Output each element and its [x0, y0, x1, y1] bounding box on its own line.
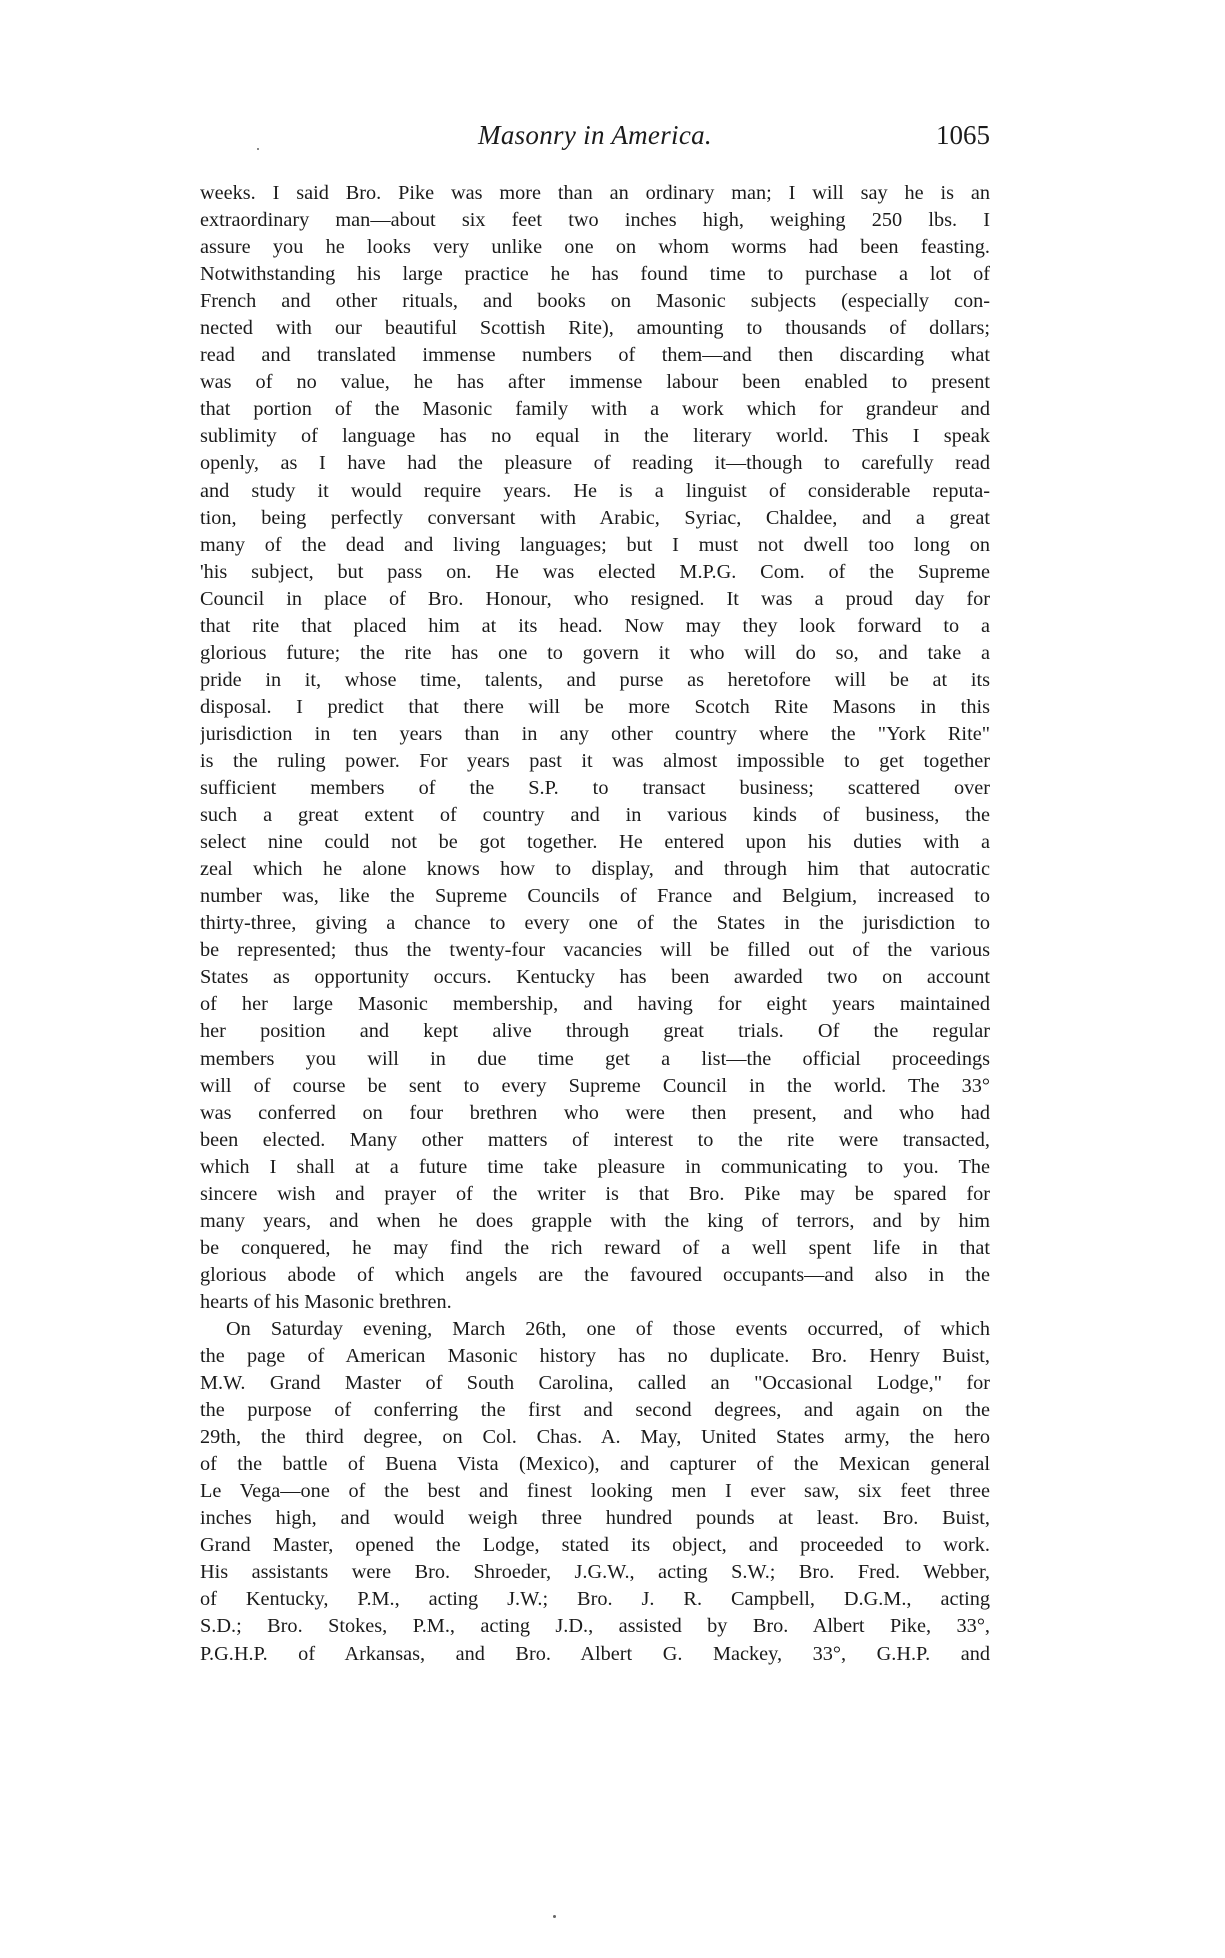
text-line: was of no value, he has after immense labour been enabled to present [200, 371, 990, 394]
text-line: be conquered, he may find the rich reward of a well spent life in that [200, 1236, 990, 1259]
text-line: Le Vega—one of the best and finest looking men I ever saw, six feet three [200, 1480, 990, 1503]
text-line: 29th, the third degree, on Col. Chas. A. May, United States army, the hero [200, 1426, 990, 1449]
text-line: disposal. I predict that there will be more Scotch Rite Masons in this [200, 695, 990, 718]
text-line: members you will in due time get a list—the official proceedings [200, 1047, 990, 1070]
text-line: pride in it, whose time, talents, and purse as heretofore will be at its [200, 668, 990, 691]
print-speck [257, 148, 259, 150]
text-line: sublimity of language has no equal in the literary world. This I speak [200, 425, 990, 448]
text-line: tion, being perfectly conversant with Arabic, Syriac, Chaldee, and a great [200, 506, 990, 529]
text-line: Council in place of Bro. Honour, who resigned. It was a proud day for [200, 587, 990, 610]
text-line: glorious future; the rite has one to govern it who will do so, and take a [200, 641, 990, 664]
text-line: that rite that placed him at its head. Now may they look forward to a [200, 614, 990, 637]
text-line: P.G.H.P. of Arkansas, and Bro. Albert G. Mackey, 33°, G.H.P. and [200, 1642, 990, 1665]
text-line: sufficient members of the S.P. to transact business; scattered over [200, 777, 990, 800]
text-line: sincere wish and prayer of the writer is that Bro. Pike may be spared for [200, 1182, 990, 1205]
text-line: of her large Masonic membership, and having for eight years maintained [200, 993, 990, 1016]
text-line: S.D.; Bro. Stokes, P.M., acting J.D., assisted by Bro. Albert Pike, 33°, [200, 1615, 990, 1638]
text-line: weeks. I said Bro. Pike was more than an ordinary man; I will say he is an [200, 182, 990, 204]
text-line: been elected. Many other matters of interest to the rite were transacted, [200, 1128, 990, 1151]
text-line: openly, as I have had the pleasure of reading it—though to carefully read [200, 452, 990, 475]
text-line: of the battle of Buena Vista (Mexico), and capturer of the Mexican general [200, 1453, 990, 1476]
text-line: glorious abode of which angels are the favoured occupants—and also in the [200, 1263, 990, 1286]
text-line: the purpose of conferring the first and second degrees, and again on the [200, 1399, 990, 1422]
text-line: be represented; thus the twenty-four vacancies will be filled out of the various [200, 939, 990, 962]
text-line: assure you he looks very unlike one on whom worms had been feasting. [200, 236, 990, 259]
text-line: number was, like the Supreme Councils of France and Belgium, increased to [200, 885, 990, 908]
text-line: nected with our beautiful Scottish Rite), amounting to thousands of dollars; [200, 317, 990, 340]
text-line: inches high, and would weigh three hundred pounds at least. Bro. Buist, [200, 1507, 990, 1530]
text-line: which I shall at a future time take pleasure in communicating to you. The [200, 1155, 990, 1178]
running-head [200, 120, 990, 168]
text-line: of Kentucky, P.M., acting J.W.; Bro. J. R. Campbell, D.G.M., acting [200, 1588, 990, 1611]
page-number: 1065 [936, 120, 990, 150]
text-line: and study it would require years. He is a linguist of considerable reputa- [200, 479, 990, 502]
text-line: 'his subject, but pass on. He was elected M.P.G. Com. of the Supreme [200, 560, 990, 583]
text-line: French and other rituals, and books on Masonic subjects (especially con- [200, 290, 990, 313]
text-line: such a great extent of country and in various kinds of business, the [200, 804, 990, 827]
text-line: Grand Master, opened the Lodge, stated its object, and proceeded to work. [200, 1534, 990, 1557]
text-line: jurisdiction in ten years than in any other country where the "York Rite" [200, 722, 990, 745]
text-line: M.W. Grand Master of South Carolina, called an "Occasional Lodge," for [200, 1372, 990, 1395]
text-line: extraordinary man—about six feet two inches high, weighing 250 lbs. I [200, 209, 990, 232]
text-line: is the ruling power. For years past it was almost impossible to get together [200, 749, 990, 772]
text-line: was conferred on four brethren who were then present, and who had [200, 1101, 990, 1124]
text-line: that portion of the Masonic family with a work which for grandeur and [200, 398, 990, 421]
text-line: many years, and when he does grapple with the king of terrors, and by him [200, 1209, 990, 1232]
text-line: zeal which he alone knows how to display, and through him that autocratic [200, 858, 990, 881]
text-line: her position and kept alive through great trials. Of the regular [200, 1020, 990, 1043]
text-line: States as opportunity occurs. Kentucky has been awarded two on account [200, 966, 990, 989]
print-speck [553, 1915, 556, 1918]
text-line: On Saturday evening, March 26th, one of those events occurred, of which [226, 1317, 990, 1340]
text-line: many of the dead and living languages; but I must not dwell too long on [200, 533, 990, 556]
text-line: will of course be sent to every Supreme Council in the world. The 33° [200, 1074, 990, 1097]
text-line: Notwithstanding his large practice he has found time to purchase a lot of [200, 263, 990, 286]
text-line: His assistants were Bro. Shroeder, J.G.W., acting S.W.; Bro. Fred. Webber, [200, 1561, 990, 1584]
text-line: hearts of his Masonic brethren. [200, 1290, 452, 1313]
text-line: thirty-three, giving a chance to every one of the States in the jurisdiction to [200, 912, 990, 935]
text-line: select nine could not be got together. He entered upon his duties with a [200, 831, 990, 854]
body-text [200, 180, 990, 1668]
text-line: the page of American Masonic history has no duplicate. Bro. Henry Buist, [200, 1345, 990, 1368]
running-title: Masonry in America. [478, 120, 712, 150]
text-line: read and translated immense numbers of them—and then discarding what [200, 344, 990, 367]
